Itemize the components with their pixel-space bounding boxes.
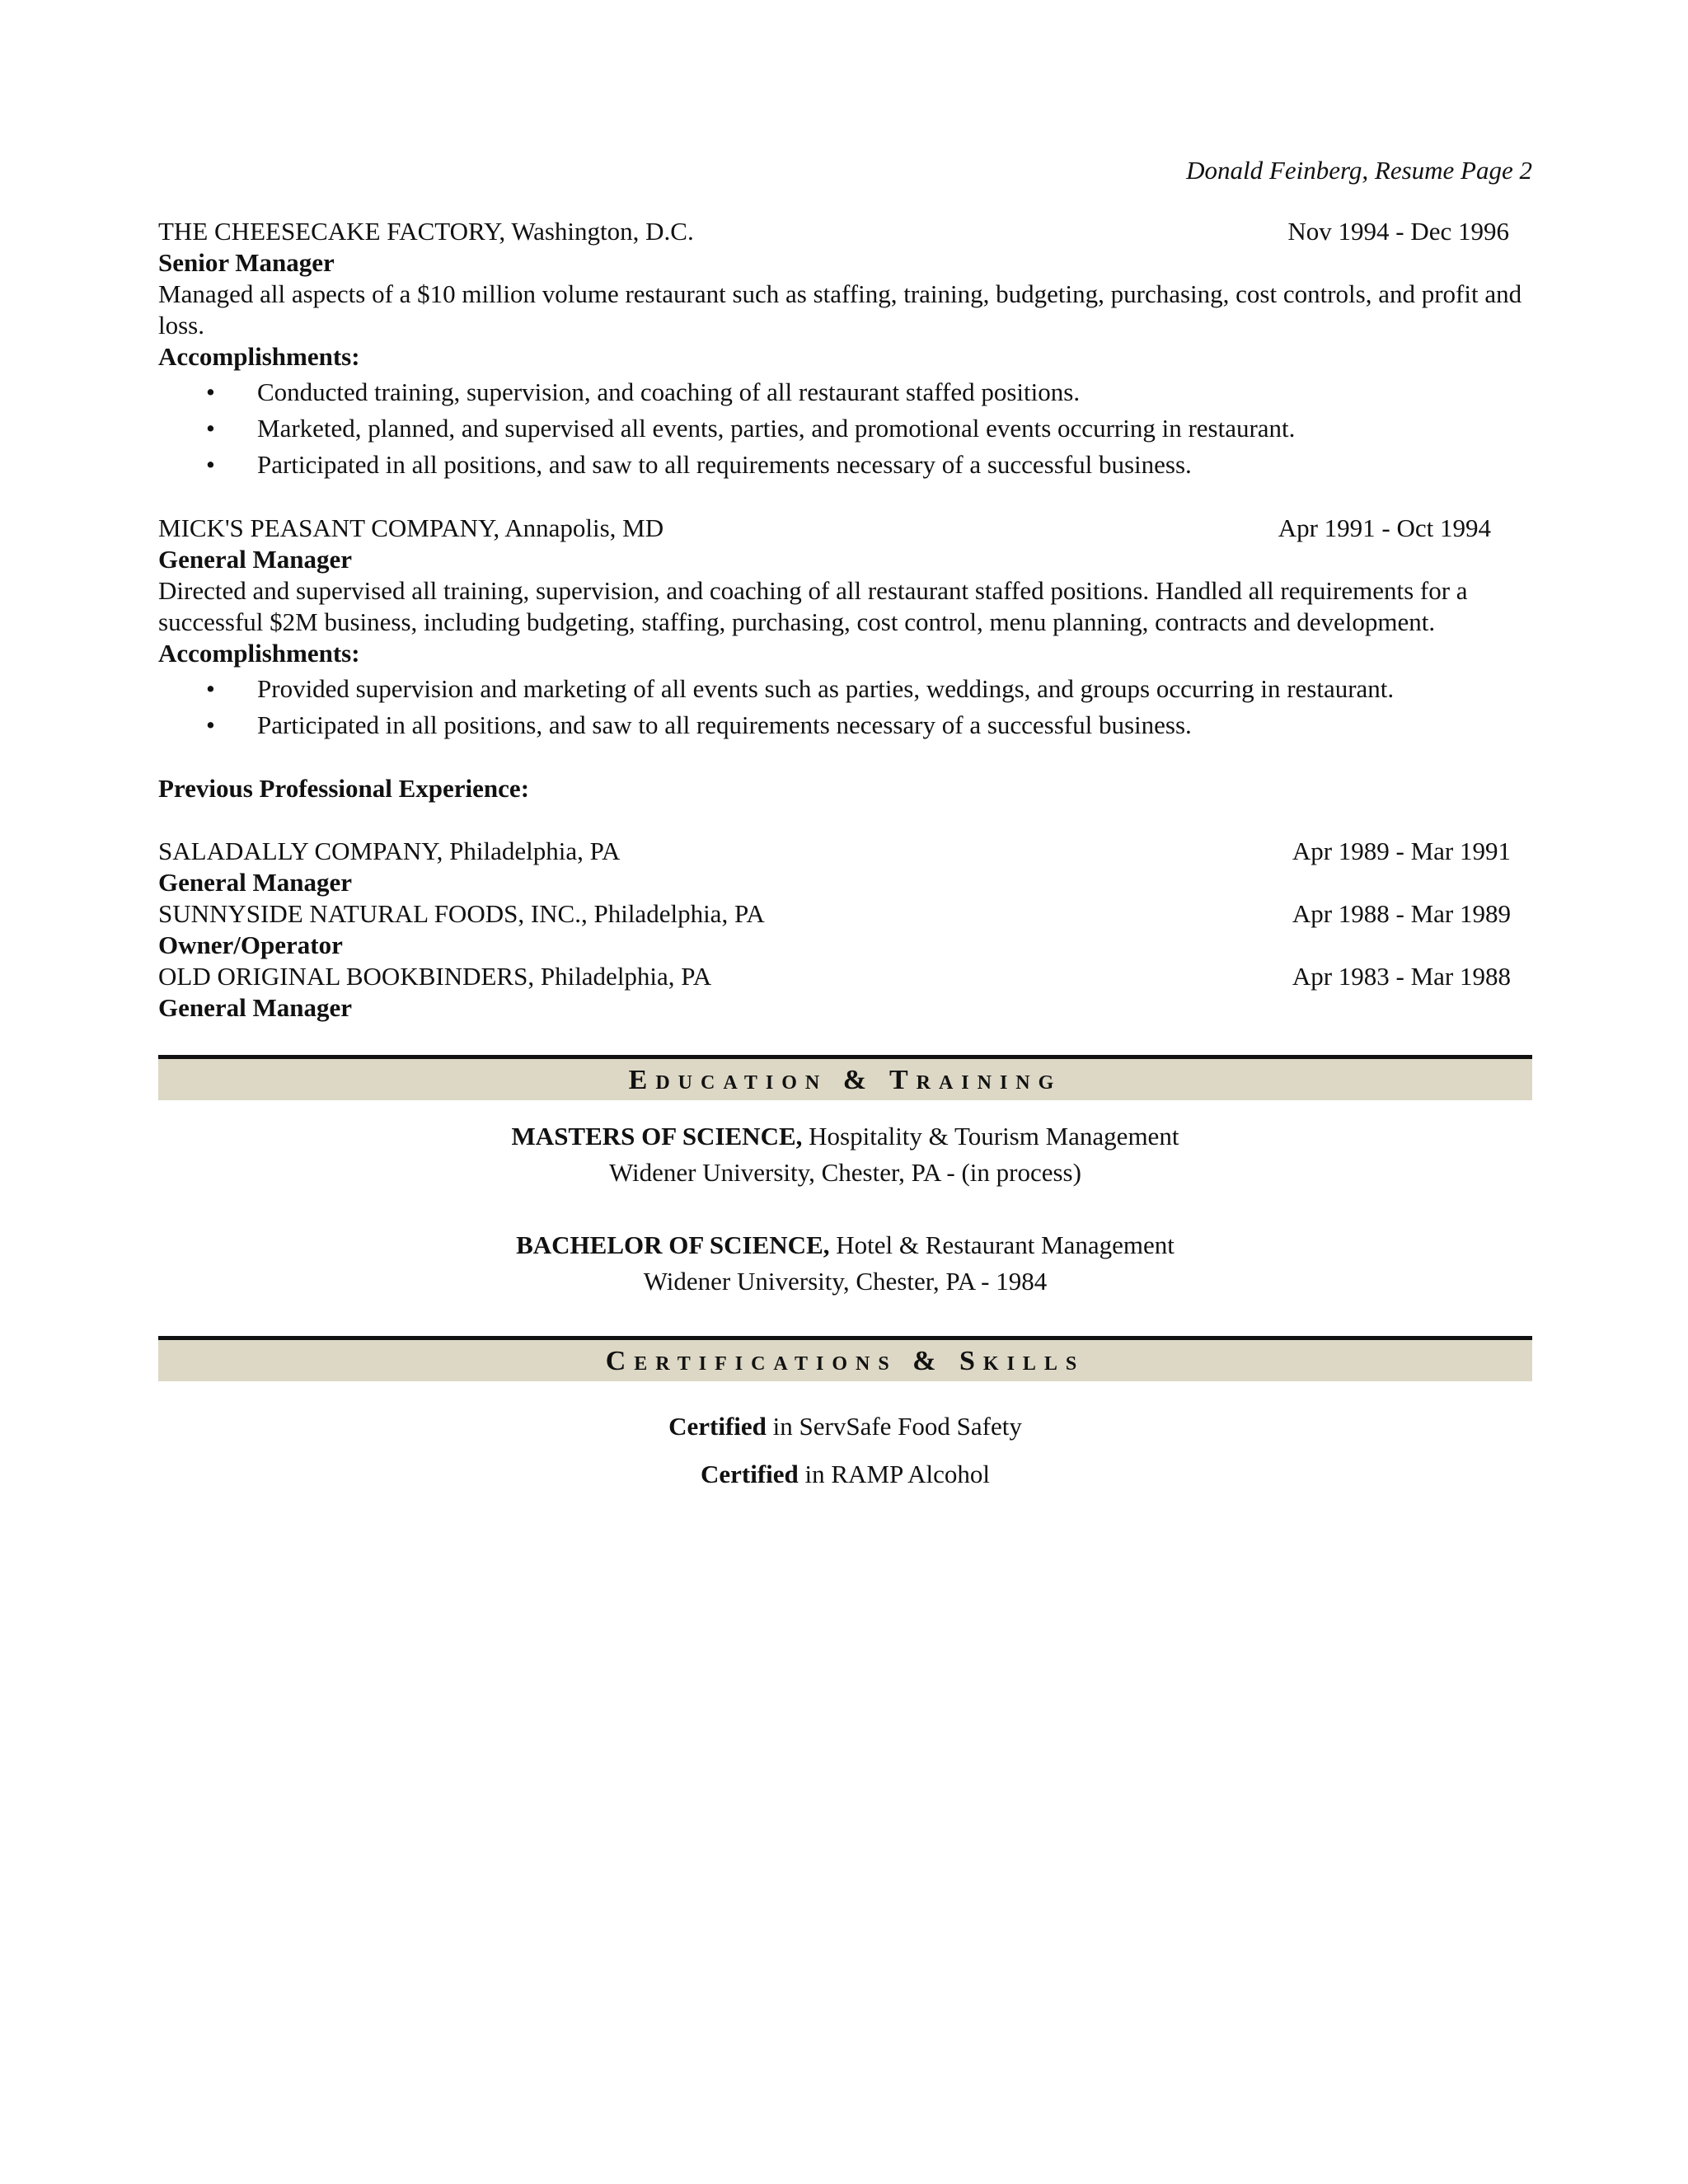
job-heading-line	[158, 836, 1532, 867]
accomplishments-list	[158, 671, 1532, 743]
job-title: General Manager	[158, 545, 353, 574]
job-dates: Apr 1988 - Mar 1989	[1292, 899, 1511, 928]
job-heading-line	[158, 216, 1532, 247]
certification-label: Certified	[700, 1460, 799, 1488]
job-description: Managed all aspects of a $10 million volume restaurant such as staffing, training, budgeting, purchasing, cost controls, and profit and loss.	[158, 279, 1522, 340]
accomplishments-label: Accomplishments:	[158, 639, 360, 668]
previous-experience-heading: Previous Professional Experience:	[158, 774, 530, 803]
bullet-icon: •	[206, 377, 215, 406]
job-company: MICK'S PEASANT COMPANY, Annapolis, MD	[158, 513, 664, 542]
job-company: OLD ORIGINAL BOOKBINDERS, Philadelphia, PA	[158, 962, 712, 991]
job-heading-line	[158, 898, 1532, 930]
certifications-section-heading: Certifications & Skills	[158, 1336, 1532, 1381]
certification-item	[158, 1403, 1532, 1451]
bullet-icon: •	[206, 450, 215, 479]
job-title: General Manager	[158, 993, 353, 1022]
job-company: THE CHEESECAKE FACTORY, Washington, D.C.	[158, 217, 694, 246]
list-item: • Participated in all positions, and saw to all requirements necessary of a successful business.	[158, 447, 1532, 483]
degree-field: Hospitality & Tourism Management	[802, 1122, 1179, 1151]
job-heading-line	[158, 513, 1532, 544]
bullet-icon: •	[206, 414, 215, 443]
job-company: SALADALLY COMPANY, Philadelphia, PA	[158, 837, 621, 865]
job-entry	[158, 513, 1532, 743]
certifications-list	[158, 1403, 1532, 1498]
job-title: Owner/Operator	[158, 930, 343, 959]
degree-school: Widener University, Chester, PA - (in process)	[609, 1158, 1081, 1187]
list-item: • Participated in all positions, and saw to all requirements necessary of a successful business.	[158, 707, 1532, 743]
list-item: • Marketed, planned, and supervised all events, parties, and promotional events occurring in restaurant.	[158, 410, 1532, 447]
list-item: • Conducted training, supervision, and coaching of all restaurant staffed positions.	[158, 374, 1532, 410]
degree-name: BACHELOR OF SCIENCE,	[516, 1230, 830, 1259]
job-company: SUNNYSIDE NATURAL FOODS, INC., Philadelphia, PA	[158, 899, 765, 928]
running-header: Donald Feinberg, Resume Page 2	[1186, 156, 1532, 185]
job-description: Directed and supervised all training, supervision, and coaching of all restaurant staffed positions. Handled all requirements for a successful $2M business, including budgeting, staffing, purchasing, cost control, menu planning, contracts and development.	[158, 576, 1468, 636]
degree-name: MASTERS OF SCIENCE,	[511, 1122, 803, 1151]
resume-page	[158, 155, 1532, 1498]
certification-text: in RAMP Alcohol	[798, 1460, 991, 1488]
previous-job-entry	[158, 898, 1532, 961]
list-item: • Provided supervision and marketing of all events such as parties, weddings, and groups occurring in restaurant.	[158, 671, 1532, 707]
job-title: Senior Manager	[158, 248, 335, 277]
previous-job-entry	[158, 961, 1532, 1024]
degree-entry	[158, 1118, 1532, 1191]
job-entry	[158, 216, 1532, 483]
degree-school: Widener University, Chester, PA - 1984	[643, 1267, 1048, 1296]
education-list	[158, 1118, 1532, 1300]
accomplishments-label: Accomplishments:	[158, 342, 360, 371]
certification-text: in ServSafe Food Safety	[766, 1412, 1022, 1441]
degree-field: Hotel & Restaurant Management	[829, 1230, 1175, 1259]
job-heading-line	[158, 961, 1532, 992]
job-dates: Apr 1983 - Mar 1988	[1292, 962, 1511, 991]
degree-entry	[158, 1227, 1532, 1300]
certification-item	[158, 1451, 1532, 1498]
education-section-heading: Education & Training	[158, 1055, 1532, 1100]
bullet-icon: •	[206, 674, 215, 703]
job-dates: Nov 1994 - Dec 1996	[1287, 217, 1509, 246]
certification-label: Certified	[668, 1412, 767, 1441]
job-dates: Apr 1991 - Oct 1994	[1278, 513, 1491, 542]
job-title: General Manager	[158, 868, 353, 897]
previous-job-entry	[158, 836, 1532, 898]
bullet-icon: •	[206, 710, 215, 739]
accomplishments-list	[158, 374, 1532, 483]
job-dates: Apr 1989 - Mar 1991	[1292, 837, 1511, 865]
